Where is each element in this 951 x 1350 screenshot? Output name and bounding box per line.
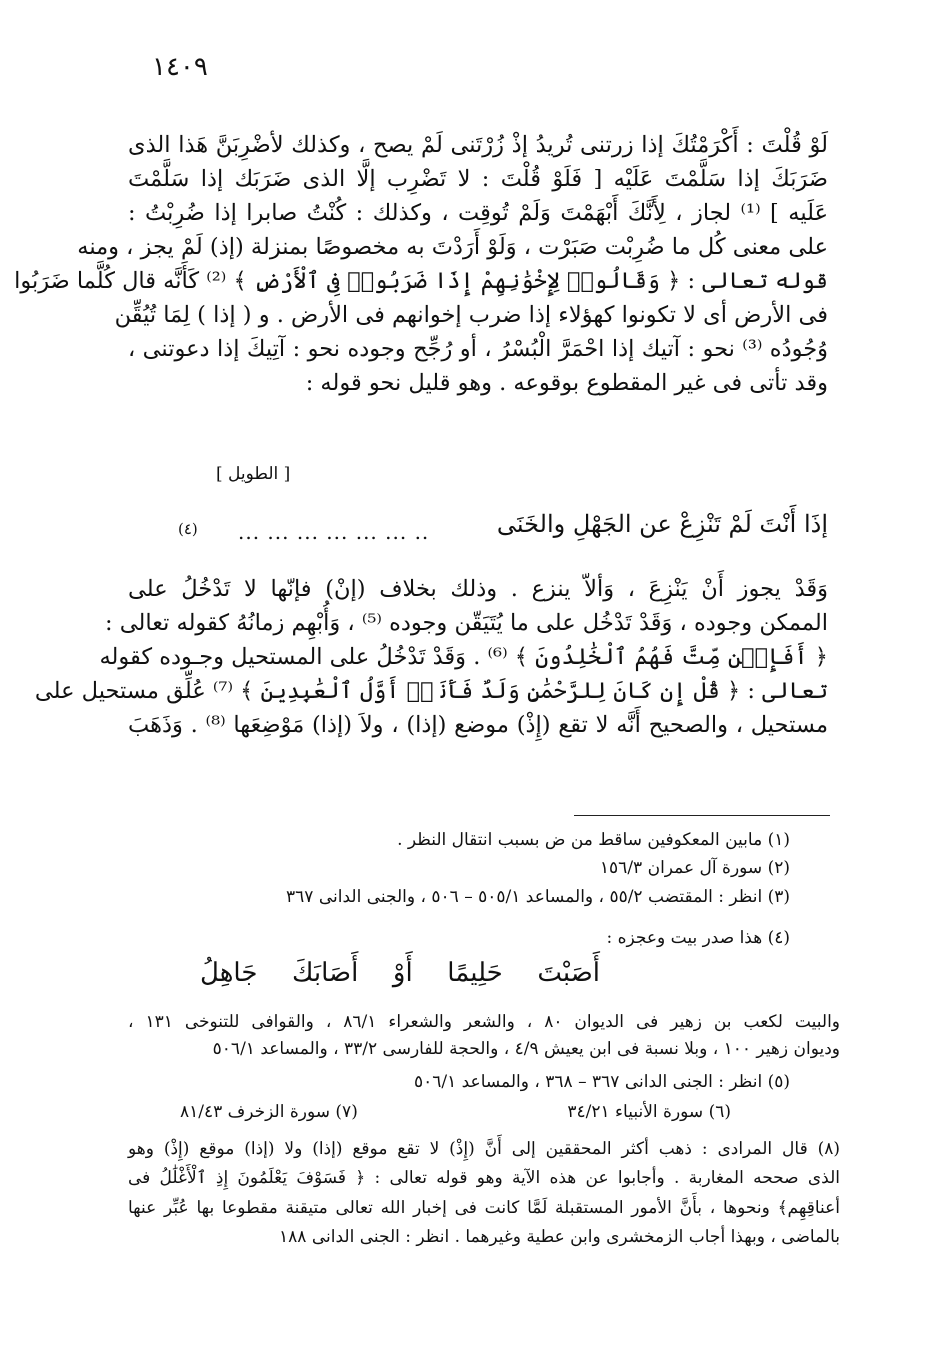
text-line: وَقَدْ يجوز أَنْ يَنْزِعَ ، وَألاّ ينزع . وذلك بخلاف (إنْ) فإنّها لا تَدْخُلُ على <box>128 576 828 602</box>
footnote-8-line: أعناقِهِم﴾ ونحوها ، بأَنَّ الأمور المستقبلة لَمَّا كانت فى إخبار الله تعالى متيقنة مقطوعا بها عُبِّر عنها <box>128 1198 840 1218</box>
footnote-8-line: بالماضى ، وبهذا أجاب الزمخشرى وابن عطية وغيرهما . انظر : الجنى الدانى ١٨٨ <box>279 1227 840 1247</box>
footnote-7: (٧) سورة الزخرف ٨١/٤٣ <box>180 1102 358 1122</box>
text-line: عَلَيه ] ⁽¹⁾ لجاز ، لِأَنَّكَ أَبْهَمْتَ وَلَمْ تُوقِت ، وكذلك : كُنْتُ صابرا إذا ضُرِبْتُ : <box>128 200 828 226</box>
footnote-ref: (٤) <box>178 520 198 538</box>
footnote-3: (٣) انظر : المقتضب ٥٥/٢ ، والمساعد ٥٠٥/١ – ٥٠٦ ، والجنى الدانى ٣٦٧ <box>286 887 790 907</box>
text-line: ضَرَبَكَ إذا سَلَّمْتَ عَلَيْه [ فَلَوْ قُلْتَ : لا تَضْرِب إلَّا الذى ضَرَبَك إذا سَلَّمْتَ <box>128 166 828 192</box>
text-line: تعالى : ﴿ قُلْ إِن كَانَ لِلرَّحْمَٰنِ وَلَدٌ فَأَنَا۠ أَوَّلُ ٱلْعَٰبِدِينَ ﴾ ⁽⁷⁾ عُلِّق مستحيل على <box>34 678 828 704</box>
page-number: ١٤٠٩ <box>152 52 208 82</box>
footnote-4: (٤) هذا صدر بيت وعجزه : <box>606 928 790 948</box>
text-line: على معنى كُل ما ضُرِبْت صَبَرْت ، وَلَوْ أَرَدْتَ به مخصوصًا بمنزلة (إذ) لَمْ يجز ، ومنه <box>77 234 828 260</box>
text-line: مستحيل ، والصحيح أَنَّه لا تقع (إِذْ) موضع (إذا) ، ولاَ (إذا) مَوْضِعَها ⁽⁸⁾ . وَذَهَبَ <box>128 712 828 738</box>
footnote-4-source-line: وديوان زهير ١٠٠ ، وبلا نسبة فى ابن يعيش ٤/٩ ، والحجة للفارسى ٣٣/٢ ، والمساعد ٥٠٦/١ <box>212 1039 840 1059</box>
footnote-5: (٥) انظر : الجنى الدانى ٣٦٧ – ٣٦٨ ، والمساعد ٥٠٦/١ <box>413 1072 790 1092</box>
text-line: فى الأرض أى لا تكونوا كهؤلاء إذا ضرب إخوانهم فى الأرض . و ( إذا ) لِمَا تُيُقِّن <box>114 302 828 328</box>
footnote-8-line: الذى صححه المغاربة . وأجابوا عن هذه الآية وهو قوله تعالى : ﴿ فَسَوْفَ يَعْلَمُونَ إِذِ ٱلْأَغْلَٰلُ فى <box>128 1168 840 1188</box>
text-line: لَوْ قُلْتَ : أَكْرَمْتُكَ إذا زرتنى تُريدُ إذْ زُرْتَنى لَمْ يصح ، وكذلك لأضْرِبَنَّ هَذا الذى <box>128 132 828 158</box>
verse-hemistich: إذَا أَنْتَ لَمْ تَنْزِعْ عن الجَهْلِ والخَنَى <box>496 510 828 538</box>
footnote-2: (٢) سورة آل عمران ١٥٦/٣ <box>599 858 790 878</box>
footnotes <box>14 0 840 1350</box>
footnote-1: (١) مابين المعكوفين ساقط من ض بسبب انتقال النظر . <box>397 830 790 850</box>
footnote-4-source-line: والبيت لكعب بن زهير فى الديوان ٨٠ ، والشعر والشعراء ٨٦/١ ، والقوافى للتنوخى ١٣١ ، <box>128 1012 840 1032</box>
text-line: الممكن وجوده ، وَقَدْ تَدْخُل على ما يُتَيَقّن وجوده ⁽⁵⁾ ، وَأُبْهِم زمانُهُ كقوله تعالى : <box>105 610 828 636</box>
footnote-4-verse: أَصَبْتَ حَلِيمًا أَوْ أَصَابَكَ جَاهِلُ <box>200 958 600 988</box>
poetic-meter-label: [ الطويل ] <box>216 464 291 484</box>
footnote-6: (٦) سورة الأنبياء ٣٤/٢١ <box>567 1102 731 1122</box>
text-line: وُجُودُه ⁽³⁾ نحو : آتيك إذا احْمَرَّ الْبُسْرُ ، أو رُجِّح وجوده نحو : آتِيكَ إذا دعوتنى ، <box>128 336 828 362</box>
footnote-8-line: (٨) قال المرادى : ذهب أكثر المحققين إلى أَنَّ (إِذْ) لا تقع موقع (إذا) ولا (إذا) موقع (إِذْ) وهو <box>128 1139 840 1159</box>
text-line: قوله تعالى : ﴿ وَقَالُوا۟ لِإِخْوَٰنِهِمْ إِذَا ضَرَبُوا۟ فِى ٱلْأَرْضِ ﴾ ⁽²⁾ كَأَنَّه قال كُلَّما ضَرَبُوا <box>14 268 828 294</box>
text-line: وقد تأتى فى غير المقطوع بوقوعه . وهو قليل نحو قوله : <box>305 370 828 396</box>
verse-ellipsis: ... ... ... ... ... ... .. <box>238 520 430 544</box>
text-line: ﴿ أَفَإِي۟ن مِّتَّ فَهُمُ ٱلْخَٰلِدُونَ ﴾ ⁽⁶⁾ . وَقَدْ تَدْخُلُ على المستحيل وجـوده كقوله <box>99 644 828 670</box>
